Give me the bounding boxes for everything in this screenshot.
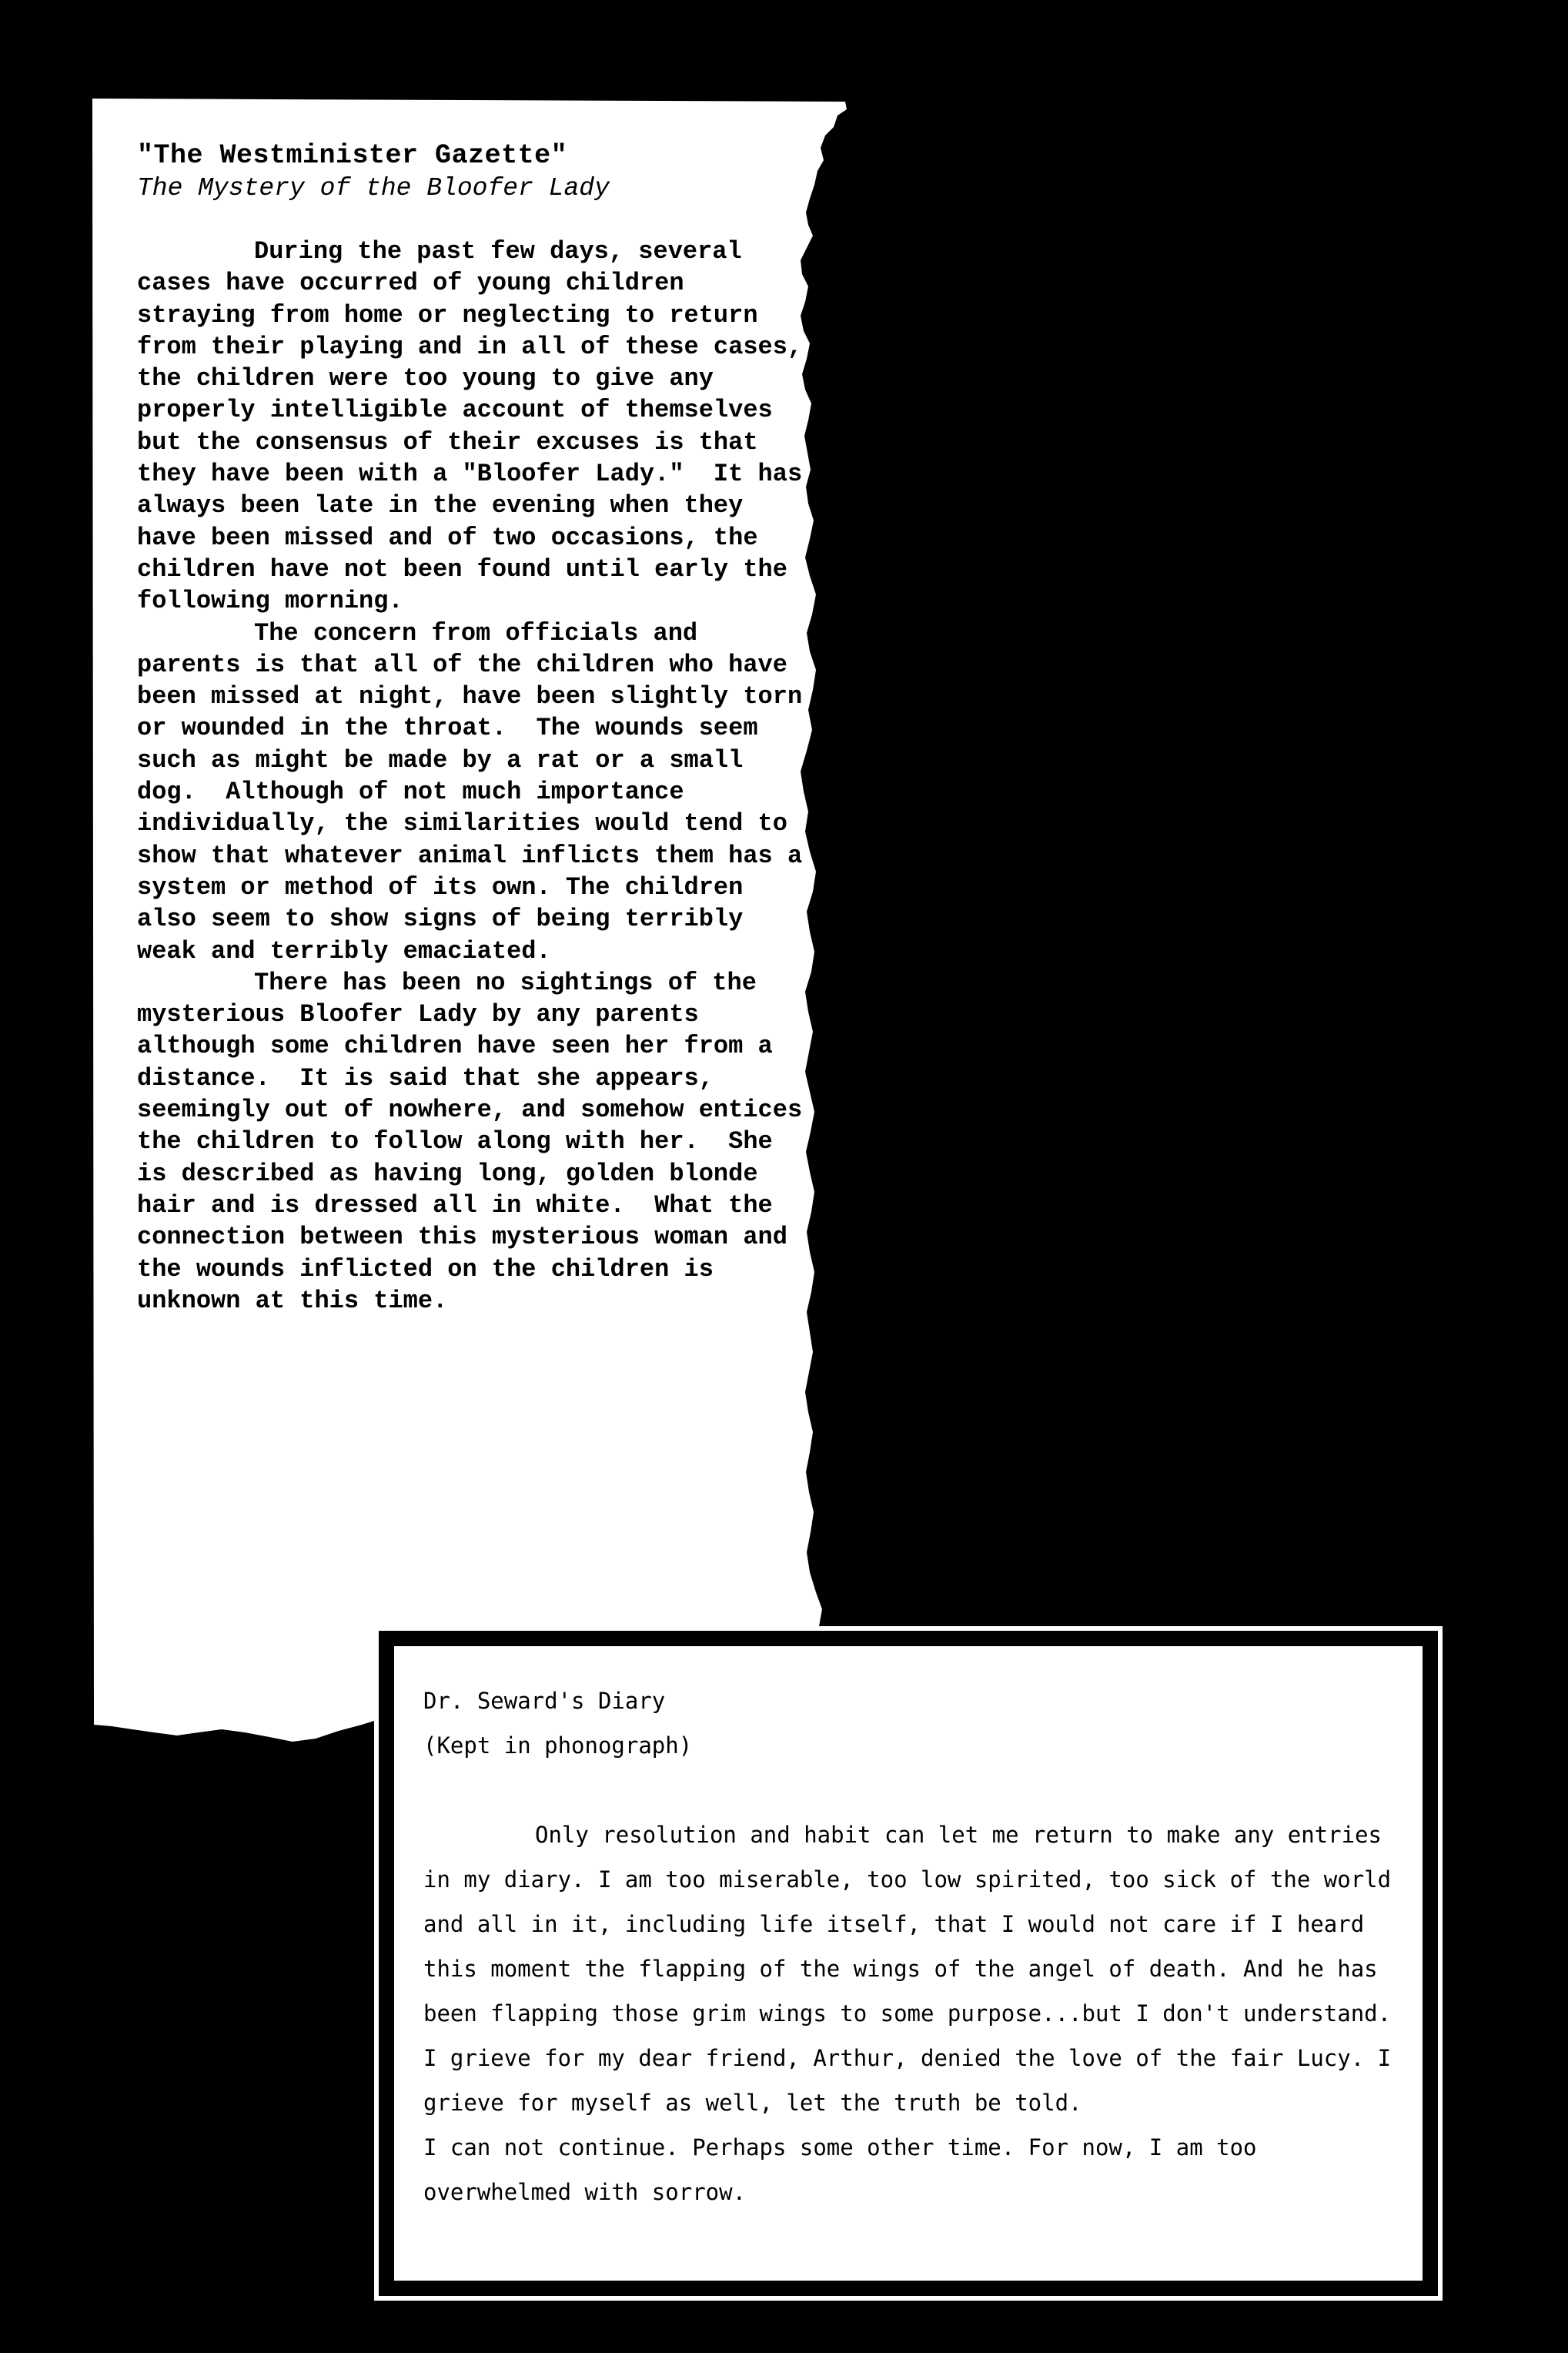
diary-caption-inner (394, 1646, 1423, 2281)
diary-title: Dr. Seward's Diary (423, 1688, 666, 1714)
gazette-paragraph: The concern from officials and parents is that all of the children who have been missed at night, have been slightly torn or wounded in the throat. The wounds seem such as might be made by a rat or a small dog. Although of not much importance individually, the similarities would tend to show that whatever animal inflicts them has a system or method of its own. The children also seem to show signs of being terribly weak and terribly emaciated. (137, 618, 817, 966)
gazette-subtitle: The Mystery of the Bloofer Lady (137, 174, 610, 202)
gazette-body (137, 236, 817, 1317)
diary-paragraph: I can not continue. Perhaps some other time. For now, I am too overwhelmed with sorrow. (423, 2134, 1257, 2205)
diary-subtitle: (Kept in phonograph) (423, 1732, 693, 1759)
gazette-title: "The Westminister Gazette" (137, 140, 568, 171)
gazette-paragraph: During the past few days, several cases have occurred of young children straying from home or neglecting to return from their playing and in all of these cases, the children were too young to give any properly intelligible account of themselves but the consensus of their excuses is that they have been with a "Bloofer Lady." It has always been late in the evening when they have been missed and of two occasions, the children have not been found until early the following morning. (137, 237, 817, 616)
diary-caption-box (374, 1626, 1443, 2301)
gazette-paragraph: There has been no sightings of the mysterious Bloofer Lady by any parents although some children have seen her from a distance. It is said that she appears, seemingly out of nowhere, and somehow entices the children to follow along with her. She is described as having long, golden blonde hair and is dressed all in white. What the connection between this mysterious woman and the wounds inflicted on the children is unknown at this time. (137, 968, 817, 1315)
diary-paragraph: Only resolution and habit can let me return to make any entries in my diary. I am too miserable, too low spirited, too sick of the world and all in it, including life itself, that I would not care if I heard this moment the flapping of the wings of the angel of death. And he has been flapping those grim wings to some purpose...but I don't understand. I grieve for my dear friend, Arthur, denied the love of the fair Lucy. I grieve for myself as well, let the truth be told. (423, 1822, 1392, 2116)
diary-body (423, 1812, 1395, 2214)
gazette-article (137, 139, 817, 1317)
